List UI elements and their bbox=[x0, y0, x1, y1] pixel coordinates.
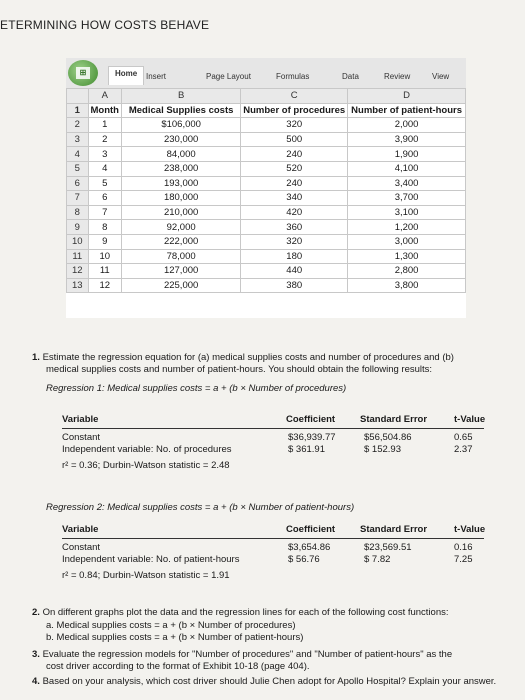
cell[interactable]: 230,000 bbox=[122, 132, 241, 147]
t-value: 2.37 bbox=[454, 444, 473, 455]
cell[interactable]: 7 bbox=[88, 205, 122, 220]
table-row bbox=[67, 264, 466, 279]
col-variable: Variable bbox=[62, 414, 99, 425]
table-row bbox=[67, 205, 466, 220]
divider bbox=[62, 428, 484, 429]
row-number[interactable]: 8 bbox=[67, 205, 89, 220]
row-number[interactable]: 10 bbox=[67, 234, 89, 249]
data-sheet bbox=[66, 88, 466, 293]
tab-view[interactable]: View bbox=[432, 72, 450, 81]
cell[interactable]: 340 bbox=[241, 191, 348, 206]
regression-1-title: Regression 1: Medical supplies costs = a + (b × Number of procedures) bbox=[46, 383, 347, 394]
row-number[interactable]: 5 bbox=[67, 161, 89, 176]
question-number: 3. bbox=[32, 649, 40, 660]
cell[interactable]: 1 bbox=[88, 118, 122, 133]
tab-data[interactable]: Data bbox=[342, 72, 359, 81]
question-number: 1. bbox=[32, 352, 40, 363]
row-number[interactable]: 4 bbox=[67, 147, 89, 162]
cell[interactable]: 193,000 bbox=[122, 176, 241, 191]
question-2-b: b. Medical supplies costs = a + (b × Number of patient-hours) bbox=[46, 632, 304, 643]
cell[interactable]: 180 bbox=[241, 249, 348, 264]
table-row bbox=[67, 118, 466, 133]
table-row bbox=[67, 132, 466, 147]
cell[interactable]: 4,100 bbox=[348, 161, 466, 176]
cell[interactable]: 8 bbox=[88, 220, 122, 235]
col-variable: Variable bbox=[62, 524, 99, 535]
row-number[interactable]: 9 bbox=[67, 220, 89, 235]
cell[interactable]: 6 bbox=[88, 191, 122, 206]
regression-2-title: Regression 2: Medical supplies costs = a + (b × Number of patient-hours) bbox=[46, 502, 355, 513]
table-row bbox=[67, 176, 466, 191]
corner-cell[interactable] bbox=[67, 89, 89, 104]
cell[interactable]: 3,900 bbox=[348, 132, 466, 147]
cell[interactable]: 238,000 bbox=[122, 161, 241, 176]
cell[interactable]: 10 bbox=[88, 249, 122, 264]
question-2-a: a. Medical supplies costs = a + (b × Number of procedures) bbox=[46, 620, 296, 631]
row-number[interactable]: 12 bbox=[67, 264, 89, 279]
cell[interactable]: 92,000 bbox=[122, 220, 241, 235]
col-coefficient: Coefficient bbox=[286, 524, 336, 535]
cell[interactable]: 3 bbox=[88, 147, 122, 162]
col-t-value: t-Value bbox=[454, 524, 486, 535]
se-value: $56,504.86 bbox=[364, 432, 412, 443]
coef-value: $ 361.91 bbox=[288, 444, 325, 455]
tab-home[interactable]: Home bbox=[108, 66, 144, 85]
tab-insert[interactable]: Insert bbox=[146, 72, 167, 81]
cell[interactable]: 440 bbox=[241, 264, 348, 279]
table-row bbox=[67, 249, 466, 264]
cell[interactable]: 78,000 bbox=[122, 249, 241, 264]
question-4 bbox=[32, 676, 522, 688]
question-number: 4. bbox=[32, 676, 40, 687]
cell[interactable]: 3,800 bbox=[348, 278, 466, 293]
divider bbox=[62, 538, 484, 539]
row-number[interactable]: 11 bbox=[67, 249, 89, 264]
cell[interactable]: 2 bbox=[88, 132, 122, 147]
col-standard-error: Standard Error bbox=[360, 414, 428, 425]
cell[interactable]: 1,900 bbox=[348, 147, 466, 162]
col-header-a[interactable]: A bbox=[88, 89, 122, 104]
cell[interactable]: 2,800 bbox=[348, 264, 466, 279]
question-2 bbox=[32, 607, 517, 619]
question-text: On different graphs plot the data and the regression lines for each of the following cost functions: bbox=[42, 607, 449, 618]
cell[interactable]: 9 bbox=[88, 234, 122, 249]
cell[interactable]: 4 bbox=[88, 161, 122, 176]
question-3 bbox=[32, 649, 517, 661]
t-value: 0.65 bbox=[454, 432, 473, 443]
question-3-cont: cost driver according to the format of Exhibit 10-18 (page 404). bbox=[46, 661, 310, 672]
row-number[interactable]: 13 bbox=[67, 278, 89, 293]
row-number[interactable]: 6 bbox=[67, 176, 89, 191]
table-row bbox=[67, 220, 466, 235]
page-header: ETERMINING HOW COSTS BEHAVE bbox=[0, 18, 210, 32]
row-number[interactable]: 2 bbox=[67, 118, 89, 133]
cell[interactable]: 225,000 bbox=[122, 278, 241, 293]
coef-value: $3,654.86 bbox=[288, 542, 331, 553]
se-value: $23,569.51 bbox=[364, 542, 412, 553]
cell[interactable]: 12 bbox=[88, 278, 122, 293]
table-row bbox=[67, 147, 466, 162]
t-value: 0.16 bbox=[454, 542, 473, 553]
cell[interactable]: 84,000 bbox=[122, 147, 241, 162]
cell[interactable]: 127,000 bbox=[122, 264, 241, 279]
ribbon bbox=[66, 58, 466, 89]
coef-value: $36,939.77 bbox=[288, 432, 336, 443]
col-t-value: t-Value bbox=[454, 414, 486, 425]
cell-header-patient-hours[interactable]: Number of patient-hours bbox=[348, 103, 466, 118]
table-row bbox=[67, 234, 466, 249]
col-coefficient: Coefficient bbox=[286, 414, 336, 425]
row-label: Independent variable: No. of patient-hours bbox=[62, 554, 240, 565]
coef-value: $ 56.76 bbox=[288, 554, 320, 565]
table-row bbox=[67, 278, 466, 293]
row-number[interactable]: 3 bbox=[67, 132, 89, 147]
cell[interactable]: 240 bbox=[241, 176, 348, 191]
cell[interactable]: 420 bbox=[241, 205, 348, 220]
cell[interactable]: 222,000 bbox=[122, 234, 241, 249]
cell[interactable]: 320 bbox=[241, 118, 348, 133]
cell[interactable]: 1,200 bbox=[348, 220, 466, 235]
question-text: Estimate the regression equation for (a) medical supplies costs and number of procedures and (b) bbox=[42, 352, 454, 363]
cell[interactable]: 240 bbox=[241, 147, 348, 162]
regression-2-table bbox=[62, 518, 492, 590]
cell[interactable]: 3,700 bbox=[348, 191, 466, 206]
regression-stats: r² = 0.84; Durbin-Watson statistic = 1.91 bbox=[62, 570, 230, 581]
cell[interactable]: 3,000 bbox=[348, 234, 466, 249]
row-label: Constant bbox=[62, 542, 101, 553]
cell[interactable]: 1,300 bbox=[348, 249, 466, 264]
spreadsheet-window bbox=[66, 58, 466, 318]
cell-header-procedures[interactable]: Number of procedures bbox=[241, 103, 348, 118]
cell[interactable]: 3,100 bbox=[348, 205, 466, 220]
office-logo-icon[interactable]: ⊞ bbox=[68, 60, 98, 86]
cell[interactable]: 11 bbox=[88, 264, 122, 279]
cell[interactable]: 210,000 bbox=[122, 205, 241, 220]
cell[interactable]: 380 bbox=[241, 278, 348, 293]
question-1-cont: medical supplies costs and number of patient-hours. You should obtain the following results: bbox=[46, 364, 433, 375]
question-text: Based on your analysis, which cost driver should Julie Chen adopt for Apollo Hospital? Explain your answer. bbox=[42, 676, 497, 687]
col-header-b[interactable]: B bbox=[122, 89, 241, 104]
cell[interactable]: 180,000 bbox=[122, 191, 241, 206]
row-number[interactable]: 1 bbox=[67, 103, 89, 118]
cell[interactable]: 3,400 bbox=[348, 176, 466, 191]
question-1 bbox=[32, 352, 512, 364]
tab-formulas[interactable]: Formulas bbox=[276, 72, 310, 81]
col-header-d[interactable]: D bbox=[348, 89, 466, 104]
cell[interactable]: 320 bbox=[241, 234, 348, 249]
table-row bbox=[67, 191, 466, 206]
col-header-c[interactable]: C bbox=[241, 89, 348, 104]
col-standard-error: Standard Error bbox=[360, 524, 428, 535]
t-value: 7.25 bbox=[454, 554, 473, 565]
regression-stats: r² = 0.36; Durbin-Watson statistic = 2.48 bbox=[62, 460, 230, 471]
table-row bbox=[67, 161, 466, 176]
regression-1-table bbox=[62, 408, 492, 480]
cell[interactable]: 520 bbox=[241, 161, 348, 176]
cell-header-month[interactable]: Month bbox=[88, 103, 122, 118]
cell[interactable]: 2,000 bbox=[348, 118, 466, 133]
question-text: Evaluate the regression models for "Number of procedures" and "Number of patient-hours" as the bbox=[42, 649, 453, 660]
se-value: $ 152.93 bbox=[364, 444, 401, 455]
cell[interactable]: 360 bbox=[241, 220, 348, 235]
tab-review[interactable]: Review bbox=[384, 72, 411, 81]
cell-header-medical-costs[interactable]: Medical Supplies costs bbox=[122, 103, 241, 118]
cell[interactable]: 500 bbox=[241, 132, 348, 147]
cell[interactable]: 5 bbox=[88, 176, 122, 191]
se-value: $ 7.82 bbox=[364, 554, 391, 565]
question-number: 2. bbox=[32, 607, 40, 618]
row-label: Independent variable: No. of procedures bbox=[62, 444, 232, 455]
row-label: Constant bbox=[62, 432, 101, 443]
cell[interactable]: $106,000 bbox=[122, 118, 241, 133]
row-number[interactable]: 7 bbox=[67, 191, 89, 206]
tab-page-layout[interactable]: Page Layout bbox=[206, 72, 251, 81]
